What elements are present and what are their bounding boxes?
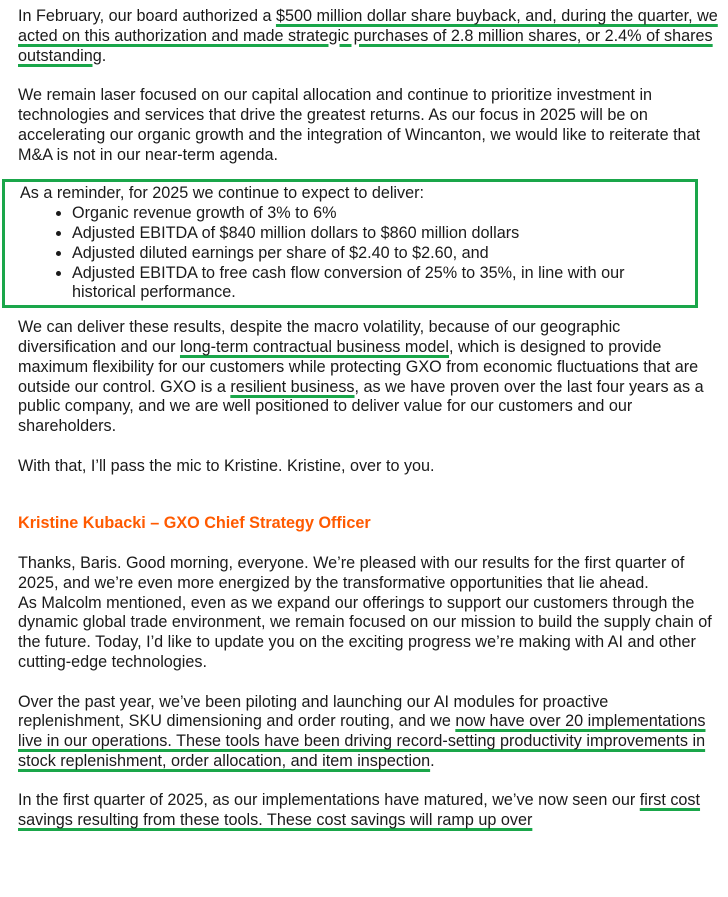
speaker-heading: Kristine Kubacki – GXO Chief Strategy Officer — [18, 514, 371, 533]
guidance-item: • Adjusted EBITDA of $840 million dollars to $860 million dollars — [72, 224, 683, 244]
resilient-business-highlight: resilient business — [230, 377, 355, 396]
buyback-paragraph — [18, 7, 718, 66]
guidance-list — [20, 204, 683, 303]
guidance-item: • Adjusted EBITDA to free cash flow conversion of 25% to 35%, in line with our historical performance. — [72, 264, 683, 304]
guidance-highlight-box — [2, 179, 698, 308]
buyback-end-text: . — [101, 46, 107, 65]
ai-modules-paragraph — [18, 693, 718, 772]
greeting-paragraph: Thanks, Baris. Good morning, everyone. We’re pleased with our results for the first quarter of 2025, and we’re even more energized by the transformative opportunities that lie ahead. — [18, 553, 685, 592]
buyback-highlight: $500 million dollar share buyback, and, during the quarter, we acted on this authorization and made strategic purchases of 2.8 million shares, or 2.4% of shares outstanding — [18, 7, 718, 65]
cost-savings-paragraph — [18, 791, 718, 831]
resilience-text-b: , which is designed to provide maximum flexibility for our customers while protecting GXO from economic fluctuations that are outside our control. GXO is a — [18, 337, 699, 396]
ai-implementations-highlight: now have over 20 implementations live in our operations. These tools have been driving record-setting productivity improvements in stock replenishment, order allocation, and item inspection — [18, 712, 706, 770]
handoff-paragraph: With that, I’ll pass the mic to Kristine. Kristine, over to you. — [18, 456, 435, 475]
contractual-model-highlight: long-term contractual business model — [179, 337, 449, 356]
resilience-paragraph — [18, 318, 718, 437]
resilience-text-c: , as we have proven over the last four years as a public company, and we are well positioned to deliver value for our customers and our shareholders. — [18, 377, 704, 436]
guidance-intro: As a reminder, for 2025 we continue to expect to deliver: — [20, 184, 425, 203]
ai-modules-end-text: . — [430, 751, 435, 770]
cost-savings-intro-text: In the first quarter of 2025, as our implementations have matured, we’ve now seen our — [18, 791, 640, 810]
guidance-item: • Adjusted diluted earnings per share of $2.40 to $2.60, and — [72, 244, 683, 264]
mission-paragraph: As Malcolm mentioned, even as we expand our offerings to support our customers through the dynamic global trade environment, we remain focused on our mission to build the supply chain of the future. Today, I’d like to update you on the exciting progress we’re making with AI and other cutting-edge technologies. — [18, 593, 712, 671]
guidance-item: • Organic revenue growth of 3% to 6% — [72, 204, 683, 224]
resilience-text-a: We can deliver these results, despite the macro volatility, because of our geographic diversification and our — [18, 318, 621, 356]
capital-allocation-paragraph: We remain laser focused on our capital allocation and continue to prioritize investment in technologies and services that drive the greatest returns. As our focus in 2025 will be on accelerating our organic growth and the integration of Wincanton, we would like to reiterate that M&A is not in our near-term agenda. — [18, 86, 701, 164]
buyback-intro-text: In February, our board authorized a — [18, 7, 276, 25]
transcript-body — [18, 7, 718, 831]
cost-savings-highlight: first cost savings resulting from these tools. These cost savings will ramp up over — [18, 791, 701, 830]
ai-modules-intro-text: Over the past year, we’ve been piloting and launching our AI modules for proactive replenishment, SKU dimensioning and order routing, and we — [18, 692, 609, 731]
